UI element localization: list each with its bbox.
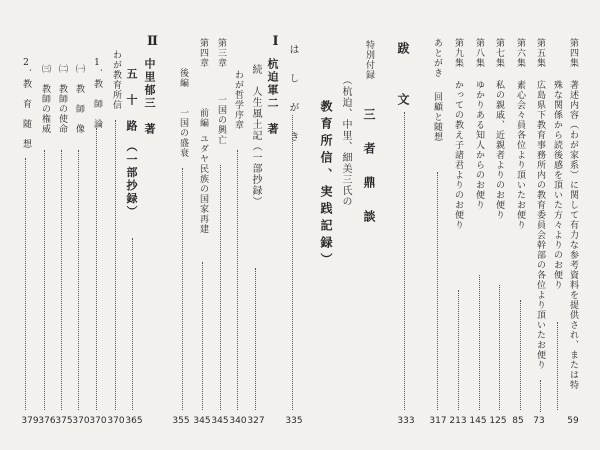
sec2-item1b: ㈡ 教師の使命	[57, 64, 67, 134]
sec1-part-b-leader	[182, 168, 183, 410]
ch8-leader	[479, 275, 480, 410]
sec2-sub: わが教育所信	[111, 50, 121, 110]
sec2-item2: 2．教 育 随 想	[21, 58, 31, 149]
ch9-title: かっての教え子諸君よりのお便り	[453, 80, 463, 230]
sec2-item1a: ㈠ 教 師 像	[74, 64, 84, 134]
special-names: （杭迫、中里、細美三氏の	[340, 75, 351, 207]
ch4-label: 第四集	[568, 38, 578, 68]
ch4-title-line1: 著述内容（わが家系）に関して有力な参考資料を提供され、または特	[568, 80, 578, 390]
sec1-part-b-label: 後編	[178, 68, 188, 88]
ch9-page: 213	[449, 416, 467, 426]
sec1-work1: 続 人生風土記（一部抄録）	[250, 64, 261, 207]
ch6-page: 85	[512, 416, 524, 426]
sec2-item2-leader	[25, 158, 26, 410]
ch4-page: 59	[567, 416, 579, 426]
sec2-sub-page: 370	[107, 416, 125, 426]
ch6-title: 素心会々員各位より頂いたお便り	[515, 80, 525, 230]
sec1-ch3-title: 一国の興亡	[216, 95, 226, 145]
sec1-part-b-page: 355	[172, 416, 190, 426]
special-label: 特別付録	[364, 40, 374, 80]
ch5-title: 広島県下教育事務所内の教育委員会幹部の各位より頂いたお便り	[535, 80, 545, 370]
sec2-item1c: ㈢ 教師の権威	[40, 64, 50, 134]
ch8-title: ゆかりある知人からのお便り	[474, 80, 484, 210]
ch4-leader	[557, 322, 558, 410]
ch7-title: 私の親戚、近親者よりのお便り	[494, 80, 504, 220]
sec1-work1-leader	[255, 268, 256, 410]
sec1-work1-page: 327	[247, 416, 265, 426]
sec2-item1b-page: 375	[55, 416, 73, 426]
special-subtitle: 教育所信、実践記録）	[319, 100, 333, 270]
afterword-title: 回顧と随想	[432, 92, 442, 142]
sec2-item1a-leader	[78, 150, 79, 410]
sec2-work-leader	[132, 238, 133, 410]
sec1-sub1-page: 340	[229, 416, 247, 426]
sec2-sub-leader	[115, 120, 116, 410]
ch5-leader	[540, 380, 541, 412]
ch7-label: 第七集	[494, 38, 504, 68]
sec1-part-a-leader	[202, 262, 203, 410]
ch8-label: 第八集	[474, 38, 484, 68]
ch7-leader	[499, 285, 500, 410]
sec1-sub1: わが哲学序章	[233, 70, 243, 130]
sec1-label: Ⅰ	[268, 34, 283, 53]
ch9-leader	[458, 290, 459, 410]
ch8-page: 145	[469, 416, 487, 426]
sec2-item1-leader	[96, 128, 97, 410]
sec1-ch3-label: 第三章	[216, 38, 226, 68]
sec2-item1-page: 370	[89, 416, 107, 426]
sec2-author: 中里郁三 著	[143, 58, 156, 136]
ch4-title-line2: 殊な関係から読後感を頂いた方々よりのお便り	[552, 80, 562, 290]
sec2-item1b-leader	[61, 150, 62, 410]
afterword-page: 317	[429, 416, 447, 426]
sec2-item1a-page: 370	[72, 416, 90, 426]
afterword-leader	[437, 172, 438, 410]
sec1-part-a-page: 345	[193, 416, 211, 426]
ch5-page: 73	[533, 416, 545, 426]
afterword-label: あとがき	[432, 38, 442, 78]
ch9-label: 第九集	[453, 38, 463, 68]
postscript-page: 333	[397, 416, 415, 426]
sec2-item1c-page: 376	[38, 416, 56, 426]
sec2-item1c-leader	[44, 150, 45, 410]
sec1-part-a-title: ユダヤ民族の国家再建	[198, 134, 208, 234]
sec1-author: 杭迫軍二 著	[266, 58, 279, 136]
sec1-sub1-leader	[237, 150, 238, 410]
sec1-ch3-leader	[220, 165, 221, 410]
sec1-ch4-label: 第四章	[198, 38, 208, 68]
sec2-work-page: 365	[125, 416, 143, 426]
ch5-label: 第五集	[535, 38, 545, 68]
sec1-part-b-title: 一国の盛衰	[178, 108, 188, 158]
sec2-label: Ⅱ	[145, 34, 160, 53]
sec1-ch3-page: 345	[211, 416, 229, 426]
intro-title: は し が き	[287, 44, 298, 145]
postscript-title: 跋 文	[396, 42, 410, 110]
sec2-item2-page: 379	[21, 416, 39, 426]
ch7-page: 125	[489, 416, 507, 426]
special-title: 三 者 鼎 談	[362, 108, 376, 227]
postscript-leader	[404, 112, 405, 410]
intro-page: 335	[285, 416, 303, 426]
ch6-label: 第六集	[515, 38, 525, 68]
sec2-item1: 1．教 師 論	[92, 58, 102, 129]
intro-leader	[292, 115, 293, 410]
ch6-leader	[520, 300, 521, 410]
sec2-work: 五 十 路 （一部抄録）	[125, 68, 138, 219]
sec1-part-a-label: 前編	[198, 108, 208, 128]
